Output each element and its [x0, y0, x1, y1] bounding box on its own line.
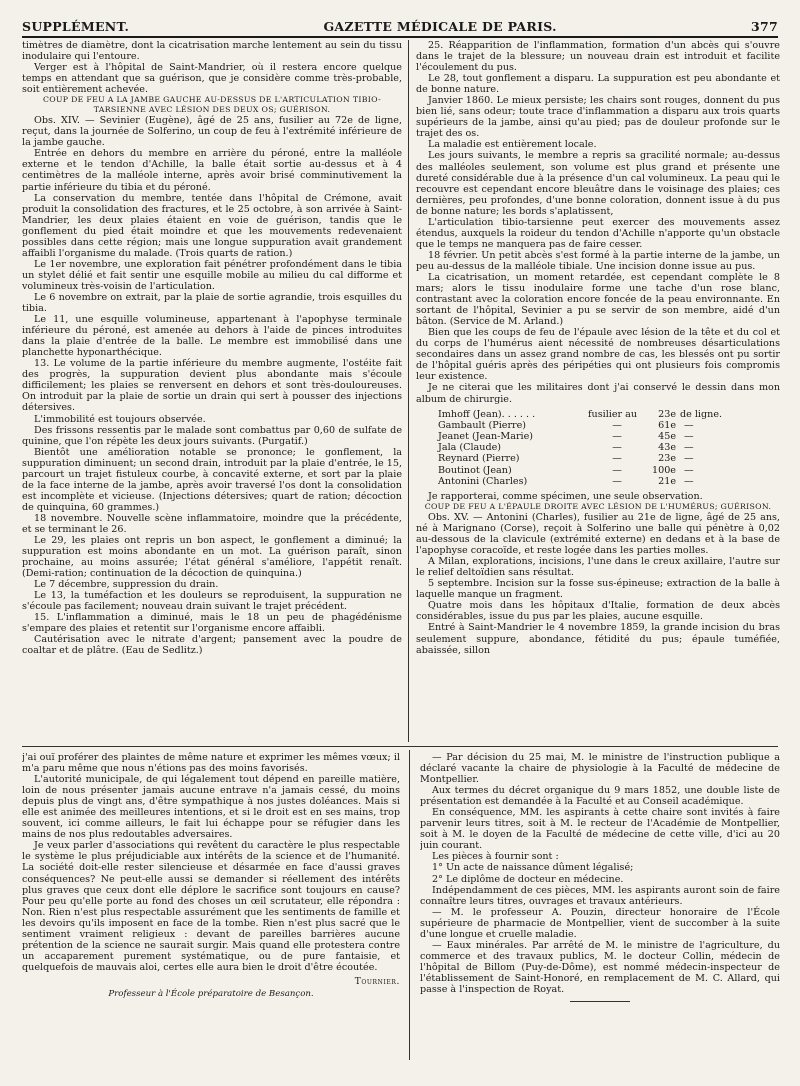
soldier-row [438, 476, 780, 487]
paragraph: Le 13, la tuméfaction et les douleurs se reproduisent, la suppuration ne s'écoule pas facilement; nouveau drain suivant le trajet précédent. [22, 590, 402, 613]
soldier-name: Antonini (Charles) [438, 475, 528, 487]
paragraph: — Eaux minérales. Par arrêté de M. le ministre de l'agriculture, du commerce et des travaux publics, M. le docteur Collin, médecin de l'hôpital de Billom (Puy-de-Dôme), est nommé médecin-inspecteur de l'établissement de Saint-Honoré, en remplacement de M. C. Allard, qui passe à l'inspection de Royat. [420, 939, 780, 995]
soldier-row [438, 431, 780, 442]
page-header [22, 14, 778, 38]
column-bottom-left [22, 752, 400, 1062]
soldier-label: — [612, 430, 622, 442]
paragraph: Obs. XIV. — Sevinier (Eugène), âgé de 25 ans, fusilier au 72e de ligne, reçut, dans la journée de Solferino, un coup de feu à l'extrémité inférieure de la jambe gauche. [22, 115, 402, 149]
header-supplement: SUPPLÉMENT. [22, 19, 130, 34]
column-divider [409, 750, 410, 1060]
soldier-label: — [612, 442, 622, 454]
soldier-name: Jala (Claude) [438, 442, 502, 454]
soldier-row [438, 442, 780, 453]
paragraph: Les pièces à fournir sont : [432, 851, 559, 863]
paragraph: Bien que les coups de feu de l'épaule avec lésion de la tête et du col et du corps de l'humérus aient nécessité de nombreuses désarticulations secondaires dans un assez grand nombre de cas, les blessés ont pu sortir de l'hôpital guéris après des péripéties qui ont plusieurs fois compromis leur existence. [416, 327, 780, 383]
paragraph: Le 7 décembre, suppression du drain. [34, 579, 219, 591]
soldier-regiment: 23e [658, 453, 676, 465]
soldier-row [438, 409, 780, 420]
paragraph: Je ne citerai que les militaires dont j'ai conservé le dessin dans mon album de chirurgie. [416, 382, 780, 405]
paragraph: — Par décision du 25 mai, M. le ministre de l'instruction publique a déclaré vacante la chaire de physiologie à la Faculté de médecine de Montpellier. [420, 752, 780, 786]
paragraph: A Milan, explorations, incisions, l'une dans le creux axillaire, l'autre sur le relief deltoïdien sans résultat. [416, 556, 780, 579]
column-divider [408, 40, 409, 742]
soldier-label: — [612, 464, 622, 476]
author-title: Professeur à l'École préparatoire de Besançon. [108, 988, 314, 999]
paragraph: Verger est à l'hôpital de Saint-Mandrier, où il restera encore quelque temps en attendant que sa guérison, que je considère comme très-probable, soit entièrement achevée. [22, 62, 402, 96]
paragraph: 1° Un acte de naissance dûment légalisé; [432, 862, 634, 874]
paragraph: Cautérisation avec le nitrate d'argent; pansement avec la poudre de coaltar et de plâtre. (Eau de Sedlitz.) [22, 634, 402, 657]
paragraph: j'ai ouï proférer des plaintes de même nature et exprimer les mêmes vœux; il m'a paru même que nous n'étions pas des moins favorisés. [22, 752, 400, 775]
soldier-tail: — [684, 430, 694, 442]
paragraph: L'articulation tibio-tarsienne peut exercer des mouvements assez étendus, auxquels la roideur du tendon d'Achille n'apporte qu'un obstacle que le temps ne manquera pas de faire cesser. [416, 216, 780, 250]
author-signature: Tournier. [354, 976, 400, 987]
soldier-label: — [612, 453, 622, 465]
column-top-right [416, 40, 780, 742]
soldier-row [438, 465, 780, 476]
paragraph: L'autorité municipale, de qui légalement tout dépend en pareille matière, loin de nous présenter jamais aucune entrave n'a jamais cessé, du moins depuis plus de vingt ans, d'être sympathique à nos justes doléances. Mais si elle est animée des meilleures intentions, et si le droit est en ses mains, trop souvent, ici comme ailleurs, le fait lui échappe pour se réfugier dans les mains de nos plus redoutables adversaires. [22, 774, 400, 841]
paragraph: Le 6 novembre on extrait, par la plaie de sortie agrandie, trois esquilles du tibia. [22, 291, 402, 315]
soldier-name: Gambault (Pierre) [438, 419, 527, 431]
soldier-name: Imhoff (Jean). . . . . . [438, 408, 536, 420]
soldier-regiment: 100e [652, 464, 676, 476]
soldier-row [438, 453, 780, 464]
soldier-label: fusilier au [588, 408, 638, 420]
paragraph: 15. L'inflammation a diminué, mais le 18 un peu de phagédénisme s'empare des plaies et retentit sur l'organisme encore affaibli. [22, 612, 402, 635]
paragraph: Le 11, une esquille volumineuse, appartenant à l'apophyse terminale inférieure du péroné, est amenée au dehors à l'aide de pinces introduites dans la plaie d'entrée de la balle. Le membre est immobilisé dans une planchette hyponarthécique. [22, 314, 402, 359]
paragraph: 25. Réapparition de l'inflammation, formation d'un abcès qui s'ouvre dans le trajet de la blessure; un nouveau drain est introduit et facilite l'écoulement du pus. [416, 40, 780, 74]
paragraph: Le 29, les plaies ont repris un bon aspect, le gonflement a diminué; la suppuration est moins abondante en un mot. La guérison paraît, sinon prochaine, au moins assurée; l'état général s'améliore, l'appétit renaît. (Demi-ration; continuation de la décoction de quinquina.) [22, 535, 402, 580]
paragraph: Indépendamment de ces pièces, MM. les aspirants auront soin de faire connaître leurs titres, ouvrages et travaux antérieurs. [420, 884, 780, 907]
soldier-tail: — [684, 453, 694, 465]
soldier-label: — [612, 475, 622, 487]
paragraph: Le 1er novembre, une exploration fait pénétrer profondément dans le tibia un stylet délié et fait sentir une esquille mobile au milieu du cal difforme et volumineux très-voisin de l'articulation. [22, 258, 402, 292]
header-page-number: 377 [751, 19, 778, 34]
paragraph: Aux termes du décret organique du 9 mars 1852, une double liste de présentation est demandée à la Faculté et au Conseil académique. [420, 785, 780, 808]
soldier-regiment: 23e [658, 408, 676, 420]
paragraph: Les jours suivants, le membre a repris sa gracilité normale; au-dessus des malléoles seulement, son volume est plus grand et présente une dureté considérable due à la présence d'un cal volumineux. La peau qui le recouvre est cependant encore bleuâtre dans le voisinage des plaies; ces dernières, peu profondes, d'une bonne coloration, donnent issue à du pus de bonne nature; les bords s'aplatissent, [416, 150, 780, 217]
soldier-name: Reynard (Pierre) [438, 453, 520, 465]
soldier-tail: — [684, 464, 694, 476]
paragraph: La conservation du membre, tentée dans l'hôpital de Crémone, avait produit la consolidation des fractures, et le 25 octobre, à son arrivée à Saint-Mandrier, les deux plaies étaient en voie de guérison, tandis que le gonflement du pied était moindre et que les mouvements redevenaient possibles dans cette région; mais une longue suppuration avait grandement affaibli l'organisme du malade. (Trois quarts de ration.) [22, 192, 402, 259]
soldier-regiment: 45e [658, 430, 676, 442]
column-top-left [22, 40, 402, 742]
paragraph: 13. Le volume de la partie inférieure du membre augmente, l'ostéite fait des progrès, la suppuration devient plus abondante mais s'écoule difficilement; les plaies se renversent en dehors et sont très-douloureuses. On introduit par la plaie de sortie un drain qui sert à pousser des injections détersives. [22, 358, 402, 414]
paragraph: Des frissons ressentis par le malade sont combattus par 0,60 de sulfate de quinine, que l'on répète les deux jours suivants. (Purgatif.) [22, 424, 402, 447]
column-bottom-right [420, 752, 780, 1062]
paragraph: timètres de diamètre, dont la cicatrisation marche lentement au sein du tissu inodulaire qui l'entoure. [22, 40, 402, 63]
paragraph: Quatre mois dans les hôpitaux d'Italie, formation de deux abcès considérables, issue du pus par les plaies, aucune esquille. [416, 600, 780, 623]
paragraph: — M. le professeur A. Pouzin, directeur honoraire de l'École supérieure de pharmacie de Montpellier, vient de succomber à la suite d'une longue et cruelle maladie. [420, 906, 780, 940]
soldier-list [438, 409, 780, 487]
paragraph: 2° Le diplôme de docteur en médecine. [432, 873, 624, 885]
paragraph: Je veux parler d'associations qui revêtent du caractère le plus respectable le système le plus préjudiciable aux intérêts de la science et de l'humanité. La société doit-elle rester silencieuse et désarmée en face d'aussi graves conséquences? Ne peut-elle aussi se demander si réellement des intérêts plus graves que ceux dont elle déplore le sacrifice sont toujours en cause? Pour peu qu'elle porte au fond des choses un œil scrutateur, elle répondra : Non. Rien n'est plus respectable assurément que les sentiments de famille et les devoirs qu'ils imposent en face de la tombe. Rien n'est plus sacré que le sentiment vraiment religieux : devant de pareilles barrières aucune prétention de la science ne saurait surgir. Mais quand elle protestera contre un accaparement purement systématique, ou de pure fantaisie, et quelquefois de mauvais aloi, certes elle aura bien le droit d'être écoutée. [22, 840, 400, 973]
paragraph: Entré à Saint-Mandrier le 4 novembre 1859, la grande incision du bras seulement suppure, abondance, fétidité du pus; épaule tuméfiée, abaissée, sillon [416, 622, 780, 656]
soldier-regiment: 61e [658, 419, 676, 431]
paragraph: 5 septembre. Incision sur la fosse sus-épineuse; extraction de la balle à laquelle manque un fragment. [416, 578, 780, 601]
soldier-regiment: 43e [658, 442, 676, 454]
soldier-name: Jeanet (Jean-Marie) [438, 430, 534, 442]
soldier-tail: — [684, 442, 694, 454]
soldier-row [438, 420, 780, 431]
header-journal-title: GAZETTE MÉDICALE DE PARIS. [323, 19, 557, 34]
paragraph: La cicatrisation, un moment retardée, est cependant complète le 8 mars; alors le tissu inodulaire forme une tache d'un rose blanc, contrastant avec la coloration encore foncée de la peau environnante. En sortant de l'hôpital, Sevinier a pu se servir de son membre, aidé d'un bâton. (Service de M. Arland.) [416, 271, 780, 328]
soldier-tail: — [684, 475, 694, 487]
paragraph: 18 février. Un petit abcès s'est formé à la partie interne de la jambe, un peu au-dessus de la malléole tibiale. Une incision donne issue au pus. [416, 249, 780, 272]
paragraph: 18 novembre. Nouvelle scène inflammatoire, moindre que la précédente, et se terminant le 26. [22, 512, 402, 535]
soldier-tail: — [684, 419, 694, 431]
paragraph: En conséquence, MM. les aspirants à cette chaire sont invités à faire parvenir leurs titres, soit à M. le recteur de l'Académie de Montpellier, soit à M. le doyen de la Faculté de médecine de cette ville, d'ici au 20 juin courant. [420, 807, 780, 852]
soldier-name: Boutinot (Jean) [438, 464, 512, 476]
section-divider [22, 746, 778, 747]
paragraph: Janvier 1860. Le mieux persiste; les chairs sont rouges, donnent du pus bien lié, sans odeur; toute trace d'inflammation a disparu aux trois quarts supérieurs de la jambe, ainsi qu'au pied; pas de douleur profonde sur le trajet des os. [416, 95, 780, 140]
paragraph: L'immobilité est toujours observée. [34, 413, 206, 425]
paragraph: Entrée en dehors du membre en arrière du péroné, entre la malléole externe et le tendon d'Achille, la balle était sortie au-dessus et à 4 centimètres de la malléole interne, après avoir brisé comminutivement la partie inférieure du tibia et du péroné. [22, 148, 402, 193]
soldier-tail: de ligne. [680, 408, 723, 420]
paragraph: Obs. XV. — Antonini (Charles), fusilier au 21e de ligne, âgé de 25 ans, né à Marignano (Corse), reçoit à Solferino une balle qui pénètre à 0,02 au-dessous de la clavicule (extrémité externe) en dedans et à la base de l'apophyse coracoïde, et reste logée dans les parties molles. [416, 512, 780, 557]
paragraph: Bientôt une amélioration notable se prononce; le gonflement, la suppuration diminuent; un second drain, introduit par la plaie d'entrée, le 15, parcourt un trajet fistuleux courbe, à concavité externe, et sort par la plaie de la face interne de la jambe, après avoir traversé l'os dont la consolidation est incomplète et vicieuse. (Injections détersives; quart de ration; décoction de quinquina, 60 grammes.) [22, 446, 402, 513]
soldier-label: — [612, 419, 622, 431]
end-rule [570, 1001, 630, 1002]
soldier-regiment: 21e [658, 475, 676, 487]
paragraph: Je rapporterai, comme spécimen, une seule observation. [428, 490, 703, 502]
paragraph: La maladie est entièrement locale. [428, 139, 597, 151]
section-title: COUP DE FEU A L'ÉPAULE DROITE AVEC LÉSION DE L'HUMÉRUS; GUÉRISON. [424, 502, 772, 512]
section-title: COUP DE FEU A LA JAMBE GAUCHE AU-DESSUS DE L'ARTICULATION TIBIO-TARSIENNE AVEC LÉSION DES DEUX OS; GUÉRISON. [42, 95, 382, 115]
paragraph: Le 28, tout gonflement a disparu. La suppuration est peu abondante et de bonne nature. [416, 73, 780, 96]
